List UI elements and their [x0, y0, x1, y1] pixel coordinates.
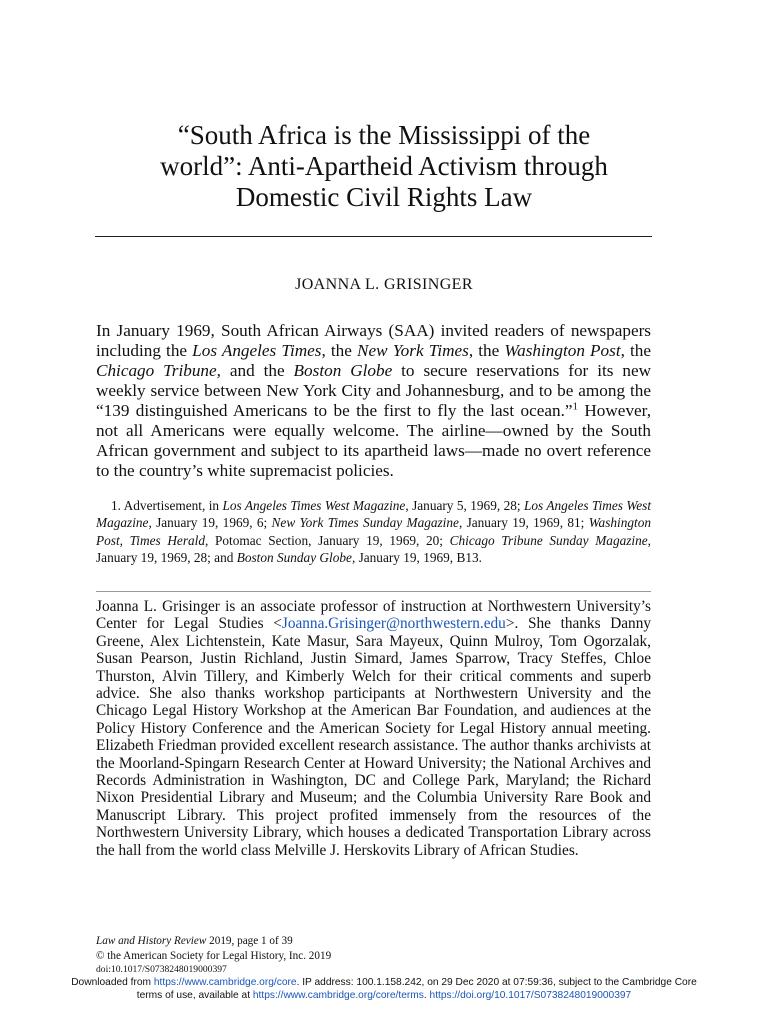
author-note-text: Joanna L. Grisinger is an associate professor of instruction at Northwestern University’s Center for Legal Studies <	[96, 598, 651, 633]
body-text-run: In January 1969, South African Airways (SAA) invited readers of newspapers including the	[96, 321, 651, 360]
download-text: Downloaded from	[71, 977, 154, 988]
copyright-line: © the American Society for Legal History, Inc. 2019	[96, 949, 332, 962]
doi-line: doi:10.1017/S0738248019000397	[96, 964, 227, 975]
footnote-source: Los Angeles Times West Magazine	[96, 498, 652, 531]
doi-link[interactable]: https://doi.org/10.1017/S0738248019000397	[429, 990, 632, 1001]
cambridge-core-link[interactable]: https://www.cambridge.org/core	[153, 977, 297, 988]
body-text-run: However, not all Americans were equally welcome. The airline—owned by the South African government and subject to its apartheid laws—made no overt reference to the country’s white supremacist policies.	[96, 401, 651, 480]
title-line: “South Africa is the Mississippi of the	[177, 120, 591, 150]
publication-name: New York Times	[357, 341, 469, 360]
footnote-text: Advertisement, in	[120, 498, 223, 513]
footnote-text: , January 5, 1969, 28;	[405, 498, 525, 513]
download-line-2	[0, 989, 768, 1002]
publication-name: Los Angeles Times	[192, 341, 322, 360]
footnote-1	[96, 497, 651, 567]
body-text-run: to secure reservations for its new weekly service between New York City and Johannesburg, and to be among the “139 distinguished Americans to be the first to fly the last ocean.”	[96, 361, 652, 420]
download-text: terms of use, available at	[136, 990, 253, 1001]
article-title	[96, 120, 672, 213]
title-line: world”: Anti-Apartheid Activism through	[160, 151, 608, 181]
footnote-text: , January 19, 1969, 6;	[148, 515, 272, 531]
footnote-text: , January 19, 1969, B13.	[351, 550, 482, 566]
journal-citation	[96, 934, 496, 949]
body-text-run: , the	[321, 341, 358, 360]
author-note	[96, 598, 651, 859]
title-line: Domestic Civil Rights Law	[235, 182, 533, 212]
download-text: . IP address: 100.1.158.242, on 29 Dec 2020 at 07:59:36, subject to the Cambridge Core	[296, 977, 697, 988]
footnote-source: Chicago Tribune Sunday Magazine	[449, 532, 648, 548]
publication-name: Boston Globe	[293, 361, 393, 380]
author-note-divider	[96, 591, 651, 592]
author-note-text: >. She thanks Danny Greene, Alex Lichtenstein, Kate Masur, Sara Mayeux, Quinn Mulroy, Tom Ogorzalak, Susan Pearson, Justin Richland, Justin Simard, James Sparrow, Tracy Steffes, Chloe Thurston, Alvin Tillery, and Kimberly Welch for their critical comments and superb advice. She also thanks workshop participants at Northwestern University and the Chicago Legal History Workshop at the American Bar Foundation, and audiences at the Policy History Conference and the American Society for Legal History annual meeting. Elizabeth Friedman provided excellent research assistance. The author thanks archivists at the Moorland-Spingarn Research Center at Howard University; the National Archives and Records Administration in Washington, DC and College Park, Maryland; the Richard Nixon Presidential Library and Museum; and the Columbia University Rare Book and Manuscript Library. This project profited immensely from the resources of the Northwestern University Library, which houses a dedicated Transportation Library across the hall from the world class Melville J. Herskovits Library of African Studies.	[96, 615, 651, 859]
footnote-text: , Potomac Section, January 19, 1969, 20;	[205, 532, 450, 548]
journal-pages: 2019, page 1 of 39	[206, 935, 293, 947]
publication-name: Washington Post	[504, 341, 621, 360]
footnote-source: Boston Sunday Globe	[236, 550, 352, 566]
journal-name: Law and History Review	[96, 935, 207, 947]
body-text-run: , the	[468, 341, 505, 360]
footnote-source: Washington Post, Times Herald	[96, 515, 651, 548]
footnote-number: 1.	[111, 498, 121, 513]
download-notice	[0, 976, 768, 1002]
body-paragraph	[96, 321, 651, 481]
body-text-run: , the	[620, 341, 652, 360]
journal-info	[96, 934, 496, 978]
publication-name: Chicago Tribune,	[96, 361, 221, 380]
download-text: .	[423, 990, 430, 1001]
footnote-source: Los Angeles Times West Magazine	[222, 498, 406, 513]
footnote-reference[interactable]: 1	[572, 400, 578, 413]
terms-link[interactable]: https://www.cambridge.org/core/terms	[252, 990, 424, 1001]
author-email-link[interactable]: Joanna.Grisinger@northwestern.edu	[281, 615, 506, 633]
footnote-text: , January 19, 1969, 28; and	[96, 532, 651, 566]
download-line-1	[0, 976, 768, 989]
author-name: JOANNA L. GRISINGER	[295, 276, 473, 293]
footnote-source: New York Times Sunday Magazine	[271, 515, 459, 531]
footnote-text: , January 19, 1969, 81;	[458, 515, 589, 531]
title-divider	[95, 236, 652, 237]
body-text-run: and the	[220, 361, 294, 380]
